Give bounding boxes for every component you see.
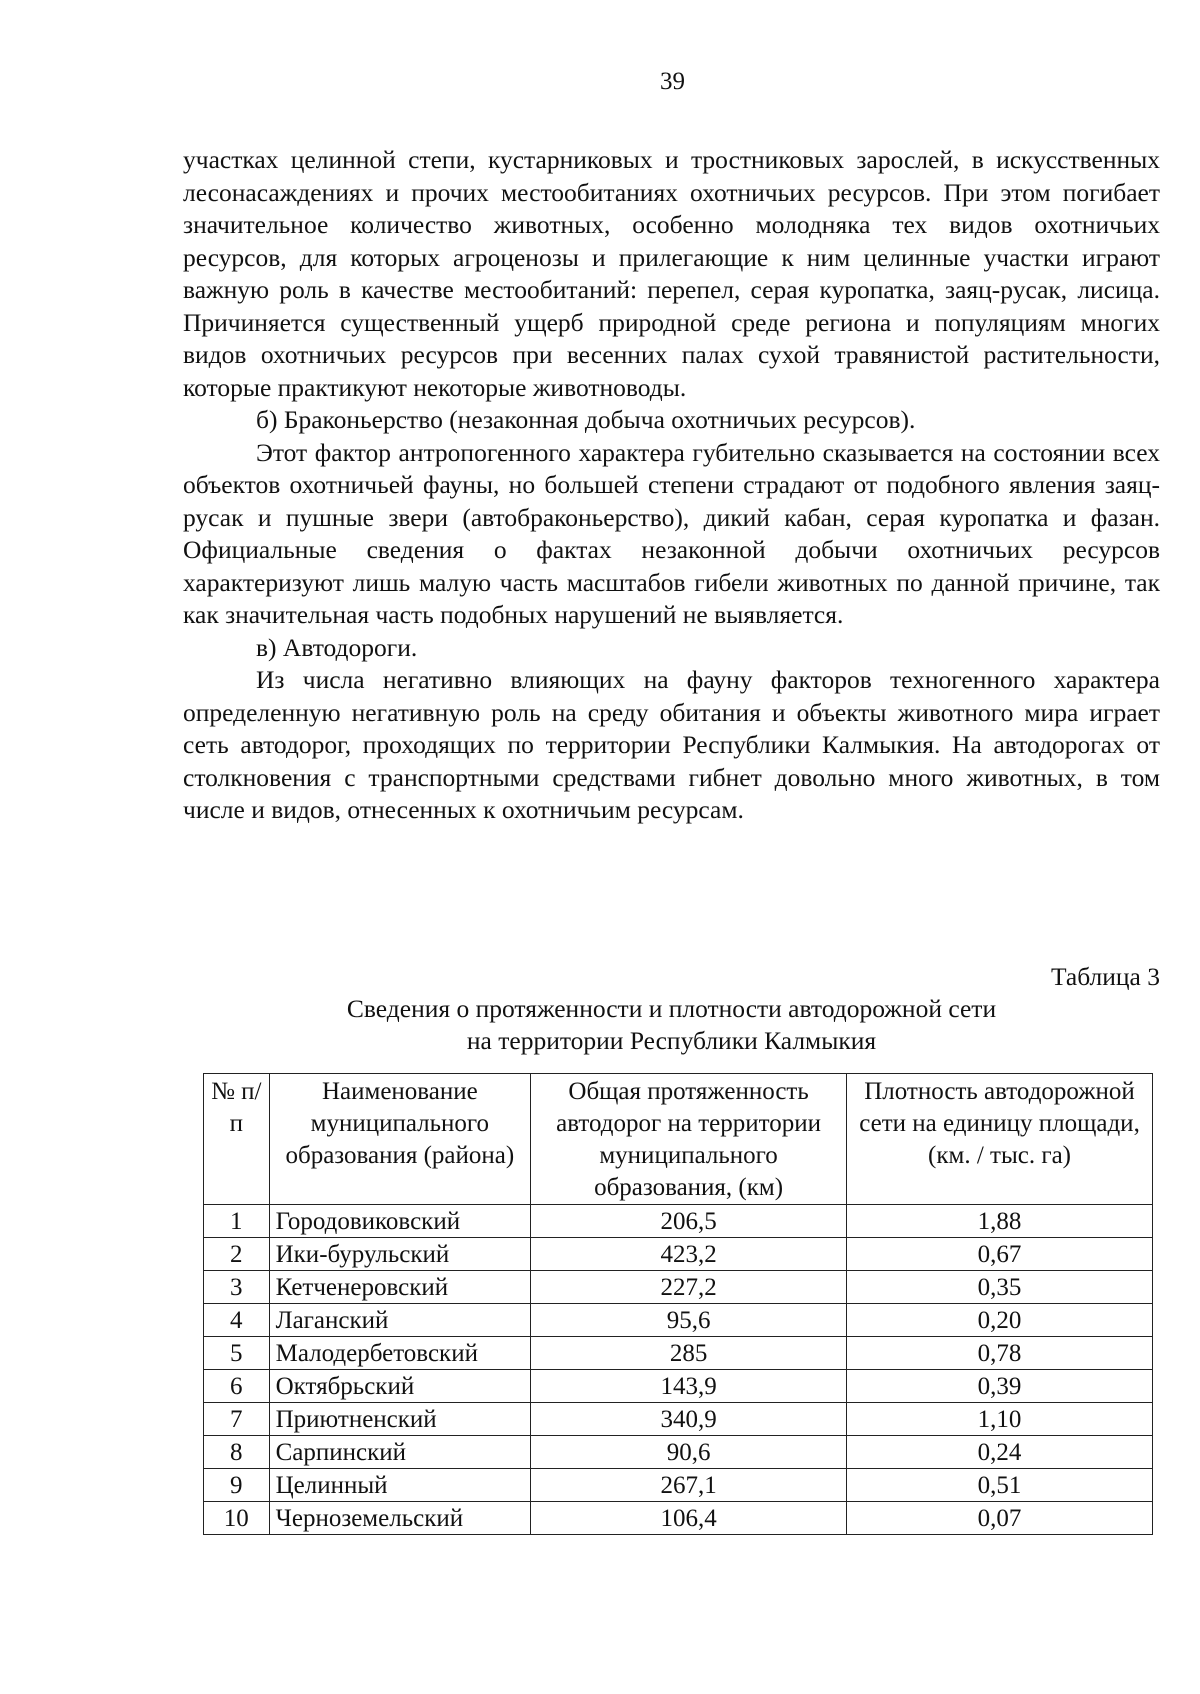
table-row bbox=[204, 1502, 1153, 1535]
table-row bbox=[204, 1271, 1153, 1304]
cell-number: 9 bbox=[204, 1469, 270, 1502]
header-density: Плотность автодорожной сети на единицу площади, (км. / тыс. га) bbox=[847, 1074, 1153, 1205]
cell-length: 285 bbox=[531, 1337, 847, 1370]
cell-density: 0,51 bbox=[847, 1469, 1153, 1502]
table-row bbox=[204, 1469, 1153, 1502]
paragraph: участках целинной степи, кустарниковых и тростниковых зарослей, в искусственных лесонасаждениях и прочих местообитаниях охотничьих ресурсов. При этом погибает значительное количество животных, особенно молодняка тех видов охотничьих ресурсов, для которых агроценозы и прилегающие к ним целинные участки играют важную роль в качестве местообитаний: перепел, серая куропатка, заяц-русак, лисица. Причиняется существенный ущерб природной среде региона и популяциям многих видов охотничьих ресурсов при весенних палах сухой травянистой растительности, которые практикуют некоторые животноводы. bbox=[183, 145, 1160, 402]
cell-number: 2 bbox=[204, 1238, 270, 1271]
page-number: 39 bbox=[660, 68, 685, 95]
cell-length: 95,6 bbox=[531, 1304, 847, 1337]
cell-district: Ики-бурульский bbox=[269, 1238, 530, 1271]
cell-number: 5 bbox=[204, 1337, 270, 1370]
paragraph: Этот фактор антропогенного характера губительно сказывается на состоянии всех объектов охотничьей фауны, но большей степени страдают от подобного явления заяц-русак и пушные звери (автобраконьерство), дикий кабан, серая куропатка и фазан. Официальные сведения о фактах незаконной добычи охотничьих ресурсов характеризуют лишь малую часть масштабов гибели животных по данной причине, так как значительная часть подобных нарушений не выявляется. bbox=[183, 437, 1160, 629]
header-district: Наименование муниципального образования (района) bbox=[269, 1074, 530, 1205]
cell-number: 1 bbox=[204, 1205, 270, 1238]
cell-number: 7 bbox=[204, 1403, 270, 1436]
table-row bbox=[204, 1337, 1153, 1370]
cell-district: Приютненский bbox=[269, 1403, 530, 1436]
cell-density: 0,07 bbox=[847, 1502, 1153, 1535]
table-label: Таблица 3 bbox=[1050, 962, 1160, 991]
cell-density: 0,67 bbox=[847, 1238, 1153, 1271]
cell-length: 106,4 bbox=[531, 1502, 847, 1535]
cell-number: 6 bbox=[204, 1370, 270, 1403]
cell-number: 10 bbox=[204, 1502, 270, 1535]
cell-density: 0,20 bbox=[847, 1304, 1153, 1337]
cell-density: 0,78 bbox=[847, 1337, 1153, 1370]
cell-length: 340,9 bbox=[531, 1403, 847, 1436]
paragraph: в) Автодороги. bbox=[256, 632, 418, 662]
cell-district: Целинный bbox=[269, 1469, 530, 1502]
table-row bbox=[204, 1238, 1153, 1271]
table-caption bbox=[183, 993, 1160, 1057]
table-row bbox=[204, 1304, 1153, 1337]
cell-density: 0,39 bbox=[847, 1370, 1153, 1403]
table-row bbox=[204, 1205, 1153, 1238]
cell-district: Малодербетовский bbox=[269, 1337, 530, 1370]
header-length: Общая протяженность автодорог на территории муниципального образования, (км) bbox=[531, 1074, 847, 1205]
cell-density: 1,88 bbox=[847, 1205, 1153, 1238]
table-caption-line: Сведения о протяженности и плотности автодорожной сети bbox=[346, 994, 997, 1023]
cell-district: Кетченеровский bbox=[269, 1271, 530, 1304]
header-number: № п/п bbox=[204, 1074, 270, 1205]
cell-length: 423,2 bbox=[531, 1238, 847, 1271]
cell-district: Октябрьский bbox=[269, 1370, 530, 1403]
table-row bbox=[204, 1436, 1153, 1469]
cell-density: 0,24 bbox=[847, 1436, 1153, 1469]
paragraph: б) Браконьерство (незаконная добыча охотничьих ресурсов). bbox=[256, 405, 916, 434]
cell-length: 90,6 bbox=[531, 1436, 847, 1469]
cell-density: 1,10 bbox=[847, 1403, 1153, 1436]
cell-district: Черноземельский bbox=[269, 1502, 530, 1535]
table-caption-line: на территории Республики Калмыкия bbox=[466, 1026, 877, 1055]
table-row bbox=[204, 1403, 1153, 1436]
cell-district: Сарпинский bbox=[269, 1436, 530, 1469]
cell-number: 3 bbox=[204, 1271, 270, 1304]
cell-district: Лаганский bbox=[269, 1304, 530, 1337]
cell-density: 0,35 bbox=[847, 1271, 1153, 1304]
cell-length: 267,1 bbox=[531, 1469, 847, 1502]
cell-length: 227,2 bbox=[531, 1271, 847, 1304]
table-row bbox=[204, 1370, 1153, 1403]
cell-district: Городовиковский bbox=[269, 1205, 530, 1238]
cell-number: 8 bbox=[204, 1436, 270, 1469]
cell-length: 206,5 bbox=[531, 1205, 847, 1238]
table-header-row bbox=[204, 1074, 1153, 1205]
roads-table bbox=[203, 1073, 1153, 1535]
cell-number: 4 bbox=[204, 1304, 270, 1337]
body-text bbox=[183, 144, 1160, 827]
paragraph: Из числа негативно влияющих на фауну факторов техногенного характера определенную негативную роль на среду обитания и объекты животного мира играет сеть автодорог, проходящих по территории Республики Калмыкия. На автодорогах от столкновения с транспортными средствами гибнет довольно много животных, в том числе и видов, отнесенных к охотничьим ресурсам. bbox=[183, 665, 1160, 824]
cell-length: 143,9 bbox=[531, 1370, 847, 1403]
